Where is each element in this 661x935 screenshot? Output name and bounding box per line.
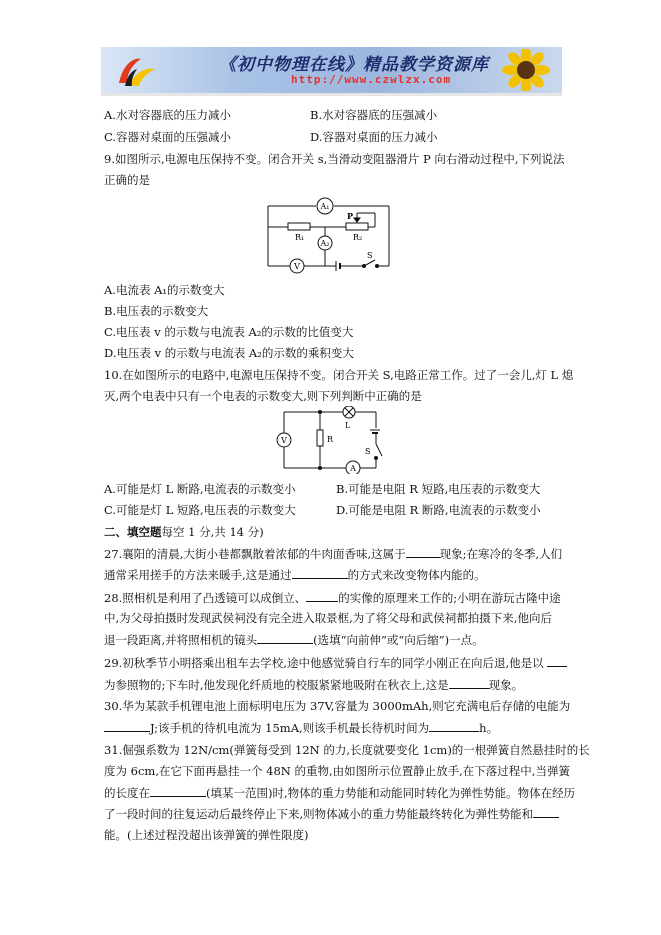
q29-text-1: 29.初秋季节小明搭乘出租车去学校,途中他感觉骑自行车的同学小刚正在向后退,他是以 <box>104 656 544 670</box>
section-title: 二、填空题 <box>104 525 162 539</box>
q27-text-3: 通常采用搓手的方法来暖手,这是通过 <box>104 568 292 582</box>
q29-blank-2[interactable] <box>449 677 489 689</box>
q10-option-c: C.可能是灯 L 短路,电压表的示数变大 <box>104 503 296 517</box>
q31-line3 <box>104 785 575 800</box>
q9-ammeter-a2-label: A₂ <box>320 239 330 248</box>
q27-line1 <box>104 546 562 561</box>
q31-line1: 31.倔强系数为 12N/cm(弹簧每受到 12N 的力,长度就要变化 1cm)的一根弹簧自然悬挂时的长 <box>104 743 590 757</box>
q29-line1 <box>104 655 567 670</box>
q30-blank-2[interactable] <box>429 720 479 732</box>
q28-text-2: 的实像的原理来工作的;小明在游玩古隆中途 <box>338 591 561 605</box>
q29-text-3: 现象。 <box>488 678 524 692</box>
sunflower-icon <box>496 49 556 91</box>
q28-blank-2[interactable] <box>257 632 313 644</box>
q9-option-c: C.电压表 v 的示数与电流表 A₂的示数的比值变大 <box>104 325 354 339</box>
q31-blank-2[interactable] <box>533 806 559 818</box>
section-scoring-note: 每空 1 分,共 14 分) <box>161 525 264 539</box>
section-heading <box>104 525 264 539</box>
q29-line2 <box>104 677 523 692</box>
q10-switch-s-label: S <box>365 447 371 456</box>
q28-line2: 中,为父母拍摄时发现武侯祠没有完全进入取景框,为了将父母和武侯祠都拍摄下来,他向后 <box>104 611 552 625</box>
q10-stem-line1: 10.在如图所示的电路中,电源电压保持不变。闭合开关 S,电路正常工作。过了一会儿,灯 L 熄 <box>104 368 574 382</box>
q27-text-1: 27.襄阳的清晨,大街小巷都飘散着浓郁的牛肉面香味,这属于 <box>104 547 406 561</box>
q9-ammeter-a1-label: A₁ <box>320 202 330 211</box>
q29-blank-1[interactable] <box>547 655 567 667</box>
q9-stem-line2: 正确的是 <box>104 173 150 187</box>
q10-ammeter-label: A <box>350 464 356 473</box>
q9-resistor-r2-label: R₂ <box>353 233 363 242</box>
q9-option-b: B.电压表的示数变大 <box>104 304 209 318</box>
q29-text-2: 为参照物的;下车时,他发现化纤质地的校服紧紧地吸附在秋衣上,这是 <box>104 678 449 692</box>
q9-stem-line1: 9.如图所示,电源电压保持不变。闭合开关 s,当滑动变阻器滑片 P 向右滑动过程中,下列说法 <box>104 152 565 166</box>
q28-text-1: 28.照相机是利用了凸透镜可以成倒立、 <box>104 591 307 605</box>
q10-option-b: B.可能是电阻 R 短路,电压表的示数变大 <box>336 482 541 496</box>
q30-blank-1[interactable] <box>104 720 150 732</box>
q28-line1 <box>104 590 561 605</box>
q30-line2 <box>104 720 498 735</box>
banner-title: 《初中物理在线》精品教学资源库 <box>219 55 489 75</box>
q10-circuit-diagram <box>270 406 390 474</box>
q31-text-1: 的长度在 <box>104 786 150 800</box>
q27-text-4: 的方式来改变物体内能的。 <box>347 568 486 582</box>
q28-text-4: (选填“向前伸”或“向后缩”)一点。 <box>313 633 484 647</box>
q10-resistor-r-label: R <box>327 435 334 444</box>
q9-option-d: D.电压表 v 的示数与电流表 A₂的示数的乘积变大 <box>104 346 354 360</box>
q9-switch-s-label: S <box>367 251 373 260</box>
q31-blank-1[interactable] <box>150 785 206 797</box>
q10-option-a: A.可能是灯 L 断路,电流表的示数变小 <box>104 482 296 496</box>
q30-text-1: J;该手机的待机电流为 15mA,则该手机最长待机时间为 <box>150 721 430 735</box>
q27-blank-2[interactable] <box>292 567 348 579</box>
q27-blank-1[interactable] <box>406 546 440 558</box>
q10-voltmeter-label: V <box>281 436 287 445</box>
q31-text-2: (填某一范围)时,物体的重力势能和动能同时转化为弹性势能。物体在经历 <box>206 786 576 800</box>
banner-url[interactable]: http://www.czwlzx.com <box>291 73 452 86</box>
header-banner <box>101 47 562 96</box>
q8-option-d: D.容器对桌面的压力减小 <box>310 130 438 144</box>
q8-option-b: B.水对容器底的压强减小 <box>310 108 438 122</box>
q10-stem-line2: 灭,两个电表中只有一个电表的示数变大,则下列判断中正确的是 <box>104 389 422 403</box>
q31-text-3: 了一段时间的往复运动后最终停止下来,则物体减小的重力势能最终转化为弹性势能和 <box>104 807 534 821</box>
q9-slider-p-label: P <box>347 211 354 221</box>
q10-option-d: D.可能是电阻 R 断路,电流表的示数变小 <box>336 503 541 517</box>
q31-line2: 度为 6cm,在它下面再悬挂一个 48N 的重物,由如图所示位置静止放手,在下落过程中,当弹簧 <box>104 764 570 778</box>
q30-line1: 30.华为某款手机锂电池上面标明电压为 37V,容量为 3000mAh,则它充满电后存储的电能为 <box>104 699 571 713</box>
q9-circuit-diagram <box>262 195 396 277</box>
q9-option-a: A.电流表 A₁的示数变大 <box>104 283 225 297</box>
q9-voltmeter-label: V <box>294 262 300 271</box>
q8-option-a: A.水对容器底的压力减小 <box>104 108 231 122</box>
site-logo-icon <box>115 53 159 89</box>
q28-blank-1[interactable] <box>306 590 338 602</box>
q31-line4 <box>104 806 559 821</box>
q27-text-2: 现象;在寒冷的冬季,人们 <box>439 547 563 561</box>
q27-line2 <box>104 567 486 582</box>
q28-text-3: 退一段距离,并将照相机的镜头 <box>104 633 258 647</box>
q8-option-c: C.容器对桌面的压强减小 <box>104 130 232 144</box>
q9-resistor-r1-label: R₁ <box>295 233 305 242</box>
q10-lamp-l-label: L <box>345 421 351 430</box>
q28-line3 <box>104 632 484 647</box>
q30-text-2: h。 <box>479 721 499 735</box>
q31-line5: 能。(上述过程没超出该弹簧的弹性限度) <box>104 828 309 842</box>
